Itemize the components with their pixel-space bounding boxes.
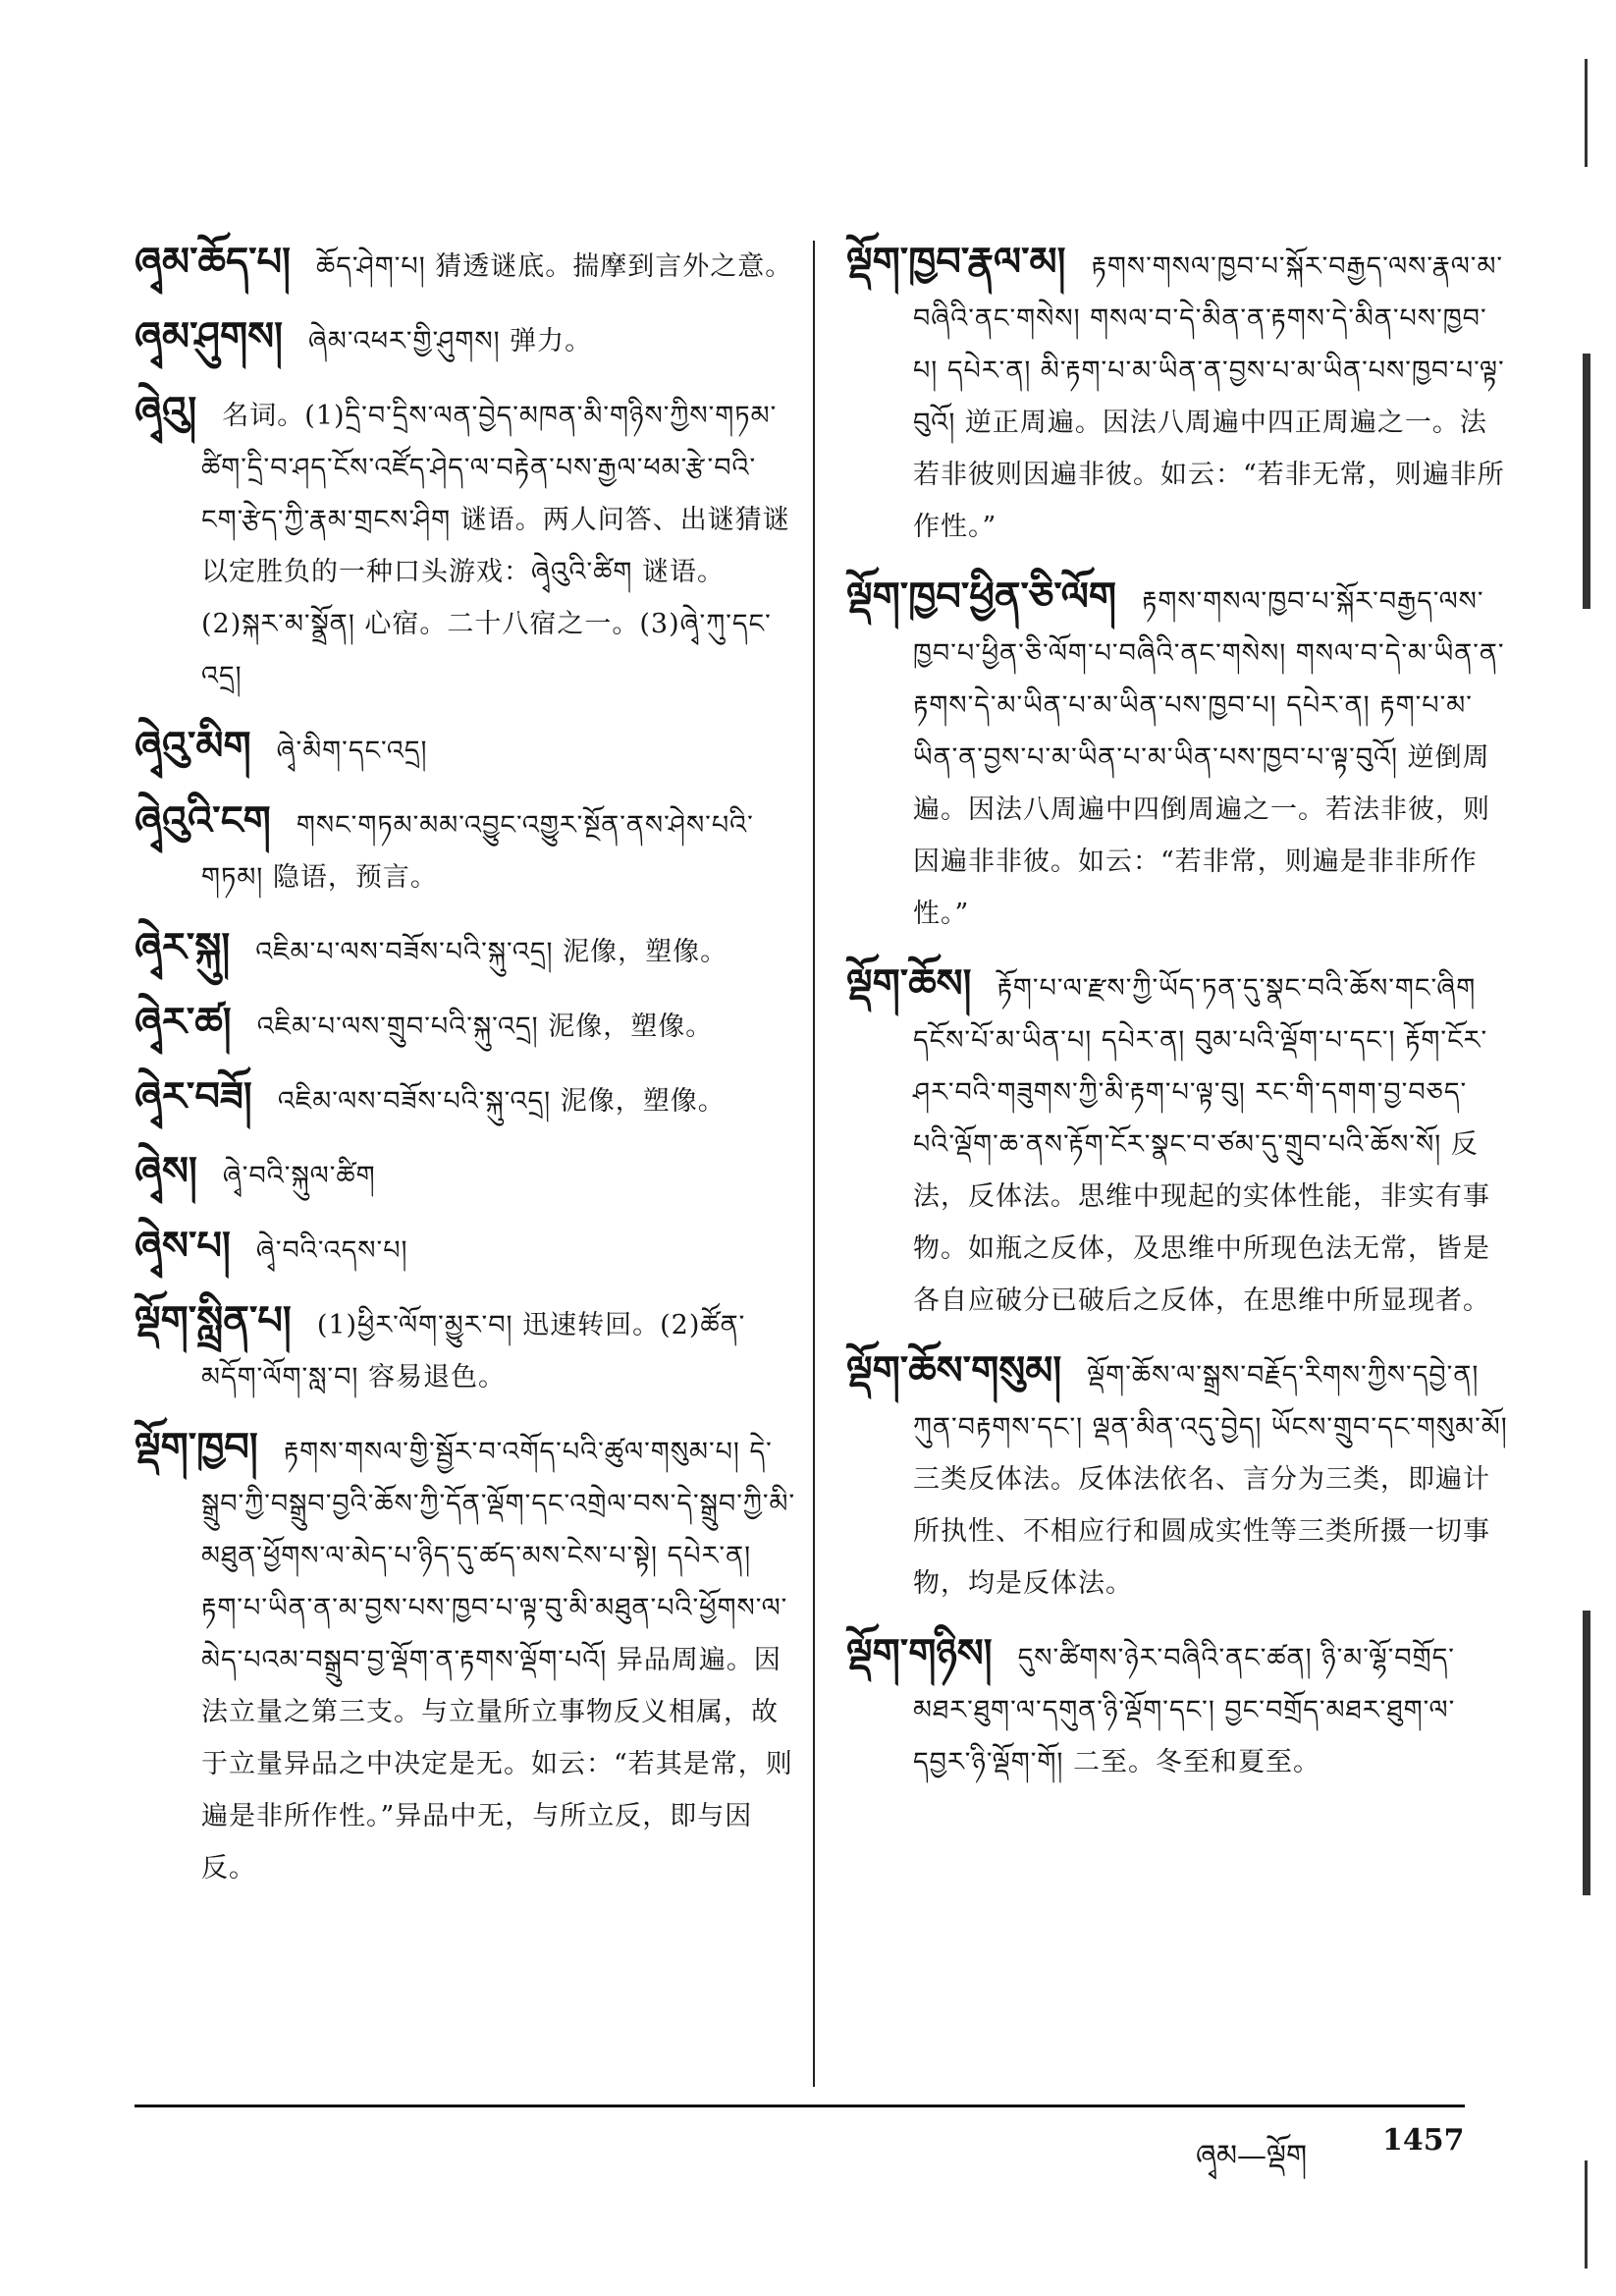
headword: ལྡོག་ཁྱབ། xyxy=(135,1424,258,1470)
entry-text: དུས་ཚིགས་ཉེར་བཞིའི་ནང་ཚན། ཉི་མ་ལྷོ་བགྲོད་མཐར་ཐུག་ལ་དགུན་ཉི་ལྡོག་དང་། བྱང་བགྲོད་མཐར་ཐུག་ལ་དབྱར་ཉི་ལྡོག་གོ། 二至。冬至和夏至。 xyxy=(913,1643,1456,1777)
headword: ཞྭམ་ཤུགས། xyxy=(135,313,283,359)
headword: ལྡོག་སླྲིན་པ། xyxy=(135,1297,292,1343)
entry-text: (1)ཕྱིར་ལོག་མྱུར་བ། 迅速转回。(2)ཚོན་མདོག་ལོག་སླ་བ། 容易退色。 xyxy=(201,1310,746,1393)
entry-text: གསང་གཏམ་མམ་འབྱུང་འགྱུར་སྔོན་ནས་ཤེས་པའི་གཏམ། 隐语，预言。 xyxy=(201,810,754,893)
entry-text: རྟགས་གསལ་ཁྱབ་པ་སྐོར་བརྒྱད་ལས་རྣལ་མ་བཞིའི་ནང་གསེས། གསལ་བ་དེ་མིན་ན་རྟགས་དེ་མིན་པས་ཁྱབ་པ། དཔེར་ན། མི་རྟག་པ་མ་ཡིན་ན་བྱས་པ་མ་ཡིན་པས་ཁྱབ་པ་ལྟ་བུའོ། 逆正周遍。因法八周遍中四正周遍之一。法若非彼则因遍非彼。如云：“若非无常，则遍非所作性。” xyxy=(913,251,1505,542)
headword: ལྡོག་གཉིས། xyxy=(846,1630,993,1676)
headword: ཞྭེར་བཟོ། xyxy=(135,1073,252,1120)
dictionary-entry xyxy=(135,1294,797,1403)
dictionary-entry xyxy=(135,236,797,293)
entry-text: འཇིམ་པ་ལས་བཟོས་པའི་སྐུ་འདྲ། 泥像，塑像。 xyxy=(255,937,728,967)
left-column xyxy=(135,236,797,1912)
headword: ཞྭེའུའི་ངག xyxy=(135,797,271,844)
dictionary-entry xyxy=(135,996,797,1053)
entry-text: འཇིམ་པ་ལས་གྲུབ་པའི་སྐུ་འདྲ། 泥像，塑像。 xyxy=(256,1011,714,1042)
dictionary-entry xyxy=(135,1421,797,1894)
dictionary-entry xyxy=(135,1070,797,1127)
scan-edge-mark xyxy=(1585,59,1588,167)
dictionary-entry xyxy=(846,1344,1509,1610)
scan-edge-mark xyxy=(1583,354,1590,609)
headword: ཞྭེར་ཚ། xyxy=(135,999,232,1045)
headword: ཞྭེས། xyxy=(135,1148,197,1194)
scan-edge-mark xyxy=(1585,2160,1588,2269)
right-column xyxy=(846,236,1509,1806)
headword: ཞྭེས་པ། xyxy=(135,1223,231,1269)
dictionary-entry xyxy=(846,236,1509,553)
headword: ཞྭམ་ཆོད་པ། xyxy=(135,239,292,285)
dictionary-entry xyxy=(135,720,797,777)
footer-rule xyxy=(135,2105,1465,2107)
dictionary-entry xyxy=(135,385,797,702)
dictionary-entry xyxy=(846,957,1509,1327)
entry-text: ལྡོག་ཆོས་ལ་སྒྲས་བརྗོད་རིགས་ཀྱིས་དབྱེ་ན། ཀུན་བརྟགས་དང་། ལྡན་མིན་འདུ་བྱེད། ཡོངས་གྲུབ་དང་གསུམ་མོ། 三类反体法。反体法依名、言分为三类，即遍计所执性、不相应行和圆成实性等三类所摄一切事物，均是反体法。 xyxy=(913,1360,1508,1599)
dictionary-entry xyxy=(135,1220,797,1277)
dictionary-entry xyxy=(846,571,1509,940)
dictionary-entry xyxy=(135,310,797,367)
headword: ལྡོག་ཆོས། xyxy=(846,960,972,1007)
entry-text: ཞེམ་འཕར་གྱི་ཤུགས། 弹力。 xyxy=(308,326,593,356)
dictionary-entry xyxy=(846,1627,1509,1788)
dictionary-entry xyxy=(135,794,797,903)
headword: ཞྭེར་སྐུ། xyxy=(135,924,231,970)
page-number: 1457 xyxy=(1382,2123,1465,2158)
entry-text: རྟགས་གསལ་གྱི་སྦྱོར་བ་འགོད་པའི་ཚུལ་གསུམ་པ། དེ་སྒྲུབ་ཀྱི་བསྒྲུབ་བྱའི་ཆོས་ཀྱི་དོན་ལྡོག་དང་འགྲེལ་བས་དེ་སྒྲུབ་ཀྱི་མི་མཐུན་ཕྱོགས་ལ་མེད་པ་ཉིད་དུ་ཚད་མས་ངེས་པ་སྟེ། དཔེར་ན། རྟག་པ་ཡིན་ན་མ་བྱས་པས་ཁྱབ་པ་ལྟ་བུ་མི་མཐུན་པའི་ཕྱོགས་ལ་མེད་པའམ་བསྒྲུབ་བྱ་ལྡོག་ན་རྟགས་ལྡོག་པའོ། 异品周遍。因法立量之第三支。与立量所立事物反义相属，故于立量异品之中决定是无。如云：“若其是常，则遍是非所作性。”异品中无，与所立反，即与因反。 xyxy=(201,1437,796,1884)
entry-text: ཞྭེ་བའི་སྐུལ་ཚིག xyxy=(222,1161,376,1191)
headword: ལྡོག་ཆོས་གསུམ། xyxy=(846,1347,1062,1394)
guide-words: ཞྭམ—ལྡོག xyxy=(1196,2139,1308,2173)
dictionary-entry xyxy=(135,921,797,978)
headword: ཞྭེའུ། xyxy=(135,388,197,434)
entry-text: ཞྭེ་བའི་འདས་པ། xyxy=(255,1235,408,1266)
entry-text: རྟགས་གསལ་ཁྱབ་པ་སྐོར་བརྒྱད་ལས་ཁྱབ་པ་ཕྱིན་ཅི་ལོག་པ་བཞིའི་ནང་གསེས། གསལ་བ་དེ་མ་ཡིན་ན་རྟགས་དེ་མ་ཡིན་པ་མ་ཡིན་པས་ཁྱབ་པ། དཔེར་ན། རྟག་པ་མ་ཡིན་ན་བྱས་པ་མ་ཡིན་པ་མ་ཡིན་པས་ཁྱབ་པ་ལྟ་བུའོ། 逆倒周遍。因法八周遍中四倒周遍之一。若法非彼，则因遍非非彼。如云：“若非常，则遍是非非所作性。” xyxy=(913,586,1505,929)
headword: ལྡོག་ཁྱབ་རྣལ་མ། xyxy=(846,239,1066,285)
entry-text: ཞྭེ་མིག་དང་འདྲ། xyxy=(276,736,428,766)
headword: ཞྭེའུ་མིག xyxy=(135,723,251,769)
entry-text: 名词。(1)དྲི་བ་དྲིས་ལན་བྱེད་མཁན་མི་གཉིས་ཀྱིས་གཏམ་ཚིག་དྲི་བ་ཤད་ངོས་འཛོད་ཤེད་ལ་བརྟེན་པས་རྒྱལ་ཕམ་རྩེ་བའི་ངག་རྩེད་ཀྱི་རྣམ་གྲངས་ཤིག 谜语。两人问答、出谜猜谜以定胜负的一种口头游戏：ཞྭེའུའི་ཚིག 谜语。(2)སྐར་མ་སྣྲོན། 心宿。二十八宿之一。(3)ཞྭེ་ཀུ་དང་འདྲ། xyxy=(201,401,790,691)
column-divider xyxy=(813,241,815,2087)
dictionary-entry xyxy=(135,1145,797,1202)
scan-edge-mark xyxy=(1583,1611,1590,1895)
entry-text: འཇིམ་ལས་བཟོས་པའི་སྐུ་འདྲ། 泥像，塑像。 xyxy=(277,1086,726,1117)
entry-text: རྟོག་པ་ལ་རྫས་ཀྱི་ཡོད་ཏན་དུ་སྣང་བའི་ཆོས་གང་ཞིག དངོས་པོ་མ་ཡིན་པ། དཔེར་ན། བུམ་པའི་ལྡོག་པ་དང་། རྟོག་ངོར་ཤར་བའི་གཟུགས་ཀྱི་མི་རྟག་པ་ལྟ་བུ། རང་གི་དགག་བྱ་བཅད་པའི་ལྡོག་ཆ་ནས་རྟོག་ངོར་སྣང་བ་ཙམ་དུ་གྲུབ་པའི་ཆོས་སོ། 反法，反体法。思维中现起的实体性能，非实有事物。如瓶之反体，及思维中所现色法无常，皆是各自应破分已破后之反体，在思维中所显现者。 xyxy=(913,973,1490,1316)
entry-text: ཆོད་ཤེག་པ། 猜透谜底。揣摩到言外之意。 xyxy=(316,251,793,282)
headword: ལྡོག་ཁྱབ་ཕྱིན་ཅི་ལོག xyxy=(846,574,1116,620)
